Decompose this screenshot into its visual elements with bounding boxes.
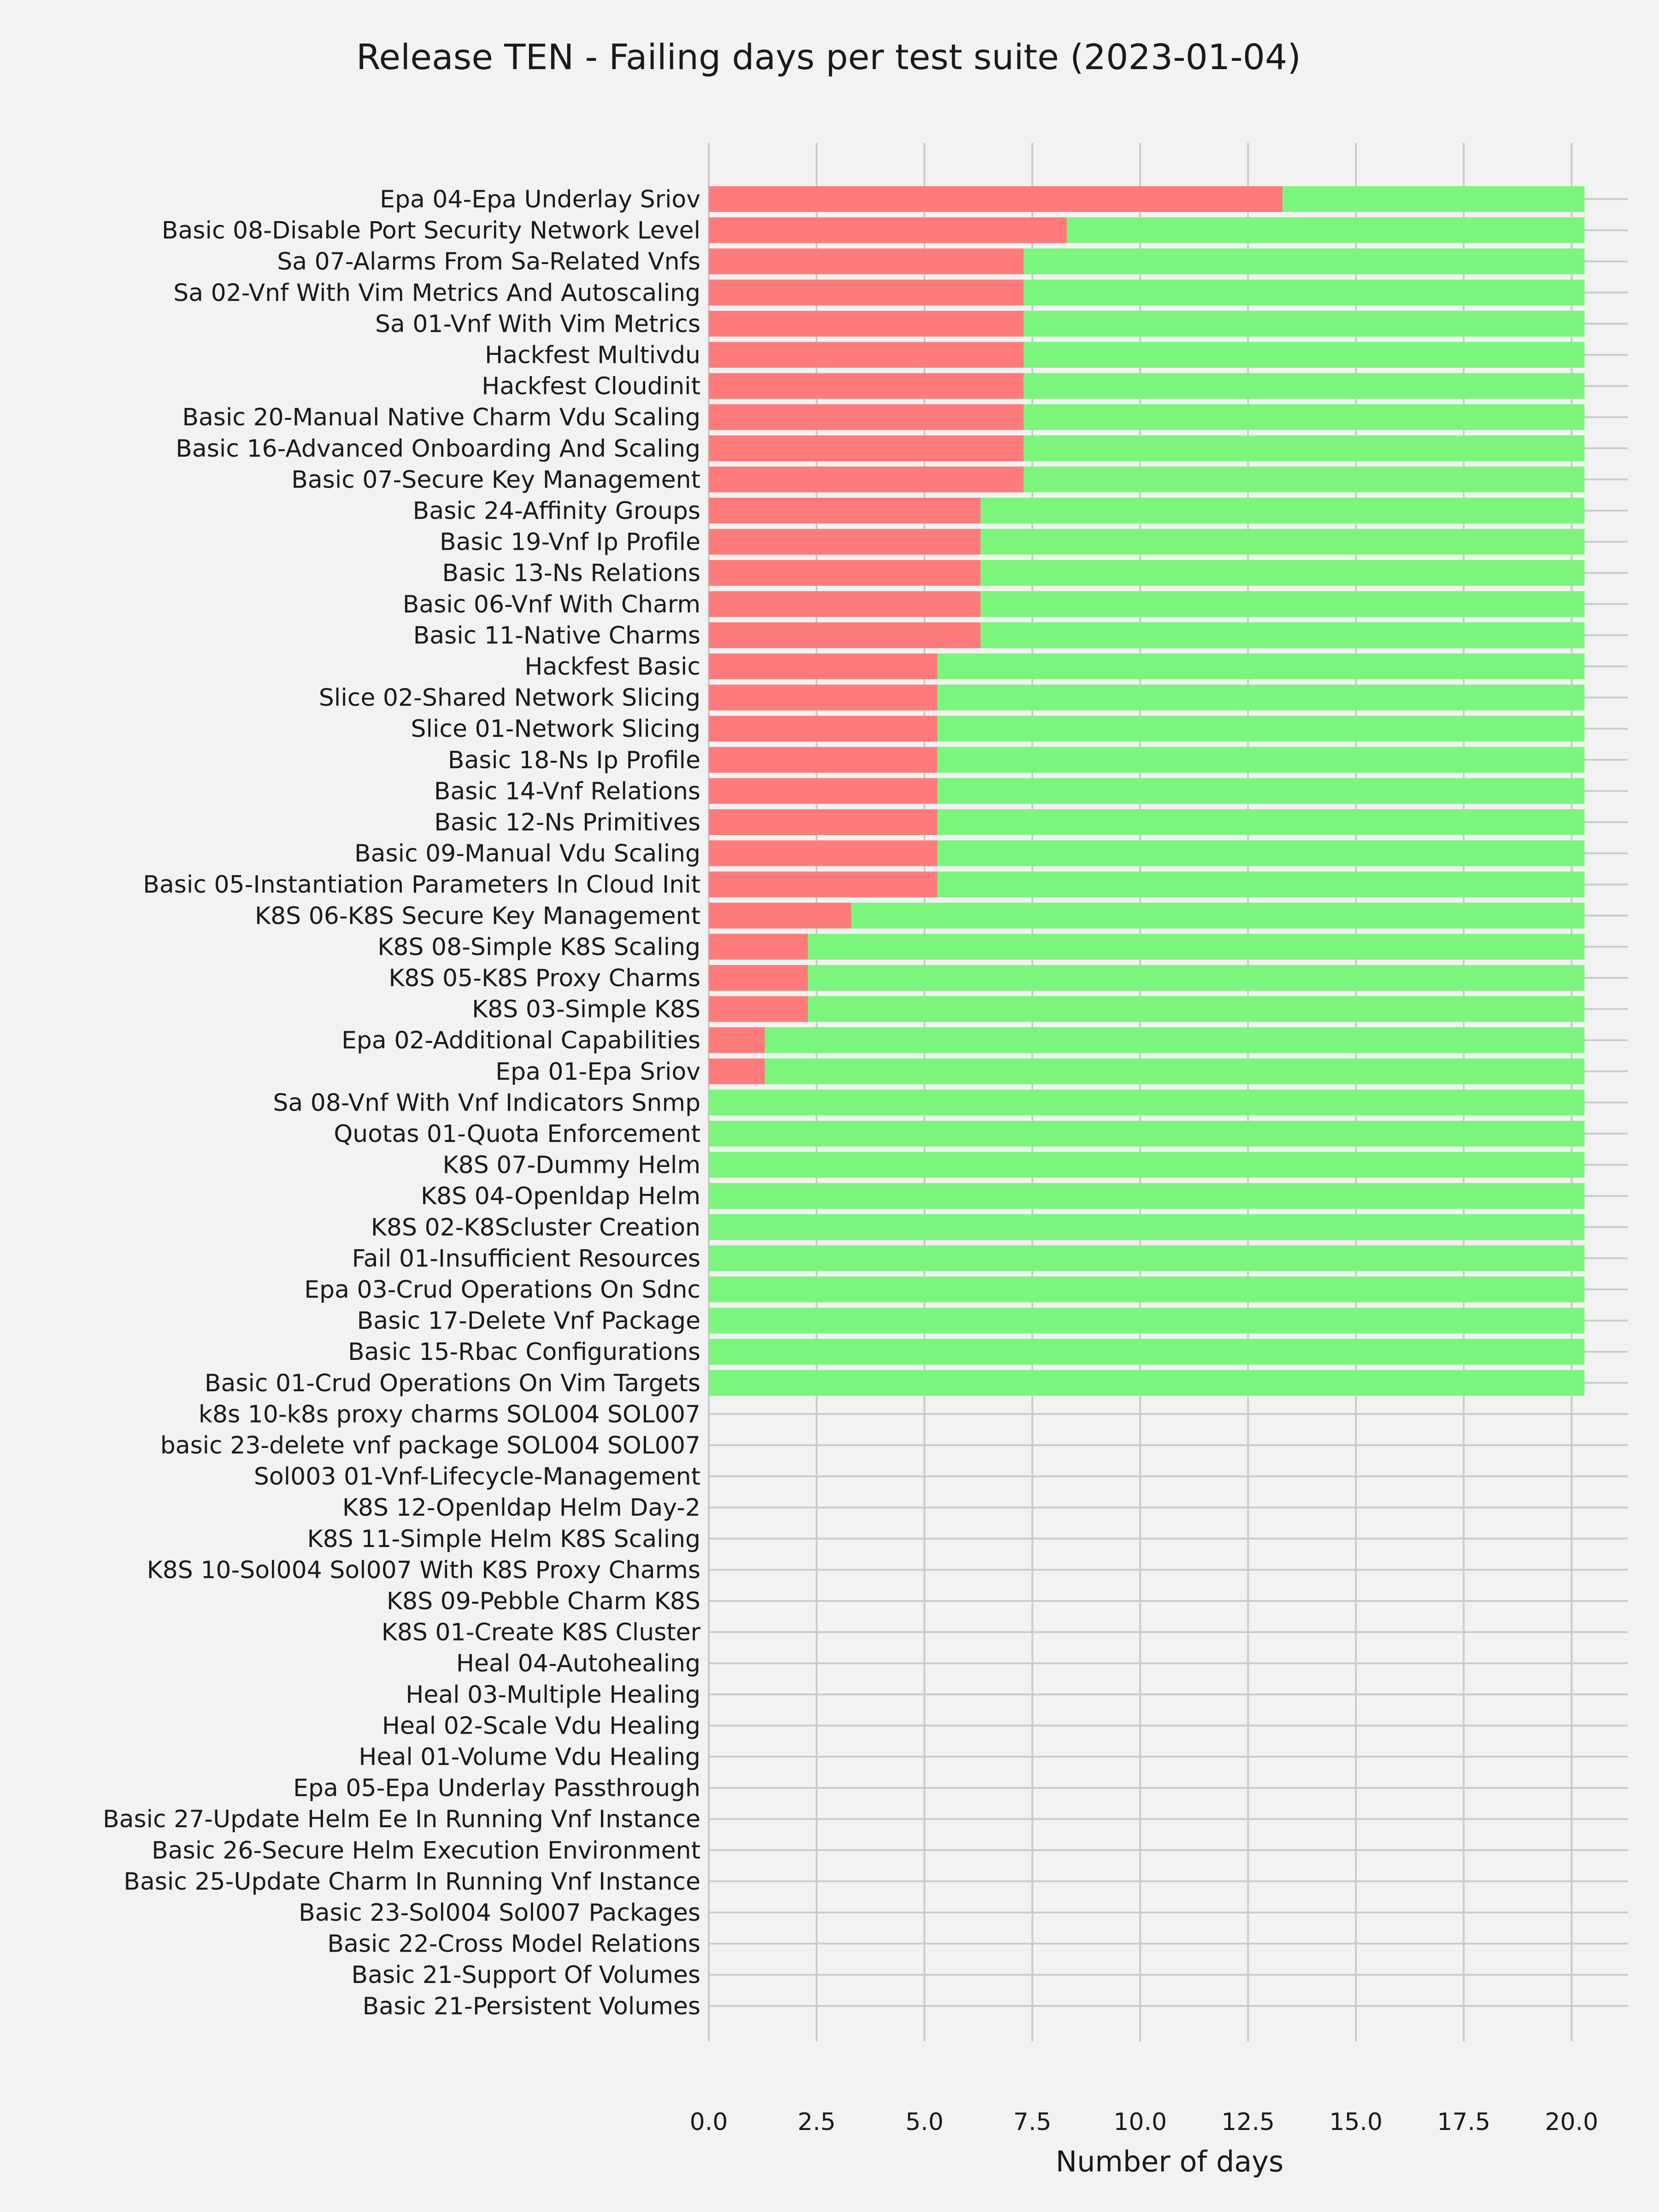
category-label: Basic 21-Persistent Volumes xyxy=(362,1992,700,2020)
passing-bar xyxy=(1024,248,1584,274)
failing-bar xyxy=(709,591,981,617)
passing-bar xyxy=(765,1027,1585,1053)
failing-bar xyxy=(709,498,981,524)
failing-bar xyxy=(709,841,937,866)
failing-bar xyxy=(709,685,937,711)
category-label: Basic 09-Manual Vdu Scaling xyxy=(354,840,700,868)
category-label: Epa 05-Epa Underlay Passthrough xyxy=(293,1774,700,1802)
x-tick-labels xyxy=(690,2108,1599,2136)
failing-bar xyxy=(709,186,1282,212)
category-label: K8S 02-K8Scluster Creation xyxy=(371,1213,700,1241)
x-tick-label: 20.0 xyxy=(1545,2108,1599,2136)
category-label: Sa 07-Alarms From Sa-Related Vnfs xyxy=(277,248,700,276)
category-label: Basic 21-Support Of Volumes xyxy=(351,1961,700,1989)
failing-bar xyxy=(709,373,1024,399)
passing-bar xyxy=(709,1370,1584,1396)
failing-bar xyxy=(709,248,1024,274)
x-tick-label: 12.5 xyxy=(1221,2108,1275,2136)
category-label: Heal 03-Multiple Healing xyxy=(406,1681,700,1709)
passing-bar xyxy=(709,1121,1584,1147)
category-label: Slice 01-Network Slicing xyxy=(411,715,700,743)
failing-bar xyxy=(709,560,981,586)
passing-bar xyxy=(937,809,1584,835)
category-label: Basic 15-Rbac Configurations xyxy=(348,1338,700,1366)
passing-bar xyxy=(1024,466,1584,492)
x-tick-label: 0.0 xyxy=(689,2108,728,2136)
category-label: Epa 03-Crud Operations On Sdnc xyxy=(304,1276,700,1304)
failing-bar xyxy=(709,1027,765,1053)
category-label: Heal 01-Volume Vdu Healing xyxy=(359,1743,700,1771)
category-label: K8S 08-Simple K8S Scaling xyxy=(377,933,700,961)
category-label: K8S 05-K8S Proxy Charms xyxy=(388,965,700,992)
passing-bar xyxy=(937,841,1584,866)
passing-bar xyxy=(709,1277,1584,1302)
category-label: K8S 07-Dummy Helm xyxy=(442,1151,700,1179)
failing-bar xyxy=(709,653,937,679)
passing-bar xyxy=(981,622,1585,648)
passing-bar xyxy=(937,747,1584,773)
category-label: Slice 02-Shared Network Slicing xyxy=(318,684,700,712)
category-label: Basic 26-Secure Helm Execution Environment xyxy=(152,1836,700,1865)
category-label: Basic 14-Vnf Relations xyxy=(434,777,700,806)
chart-title: Release TEN - Failing days per test suite (2023-01-04) xyxy=(356,36,1301,77)
passing-bar xyxy=(937,778,1584,804)
category-label: Epa 02-Additional Capabilities xyxy=(341,1027,700,1055)
failing-bar xyxy=(709,1059,765,1084)
category-label: Basic 18-Ns Ip Profile xyxy=(447,746,700,774)
passing-bar xyxy=(808,996,1584,1022)
failing-bar xyxy=(709,716,937,741)
category-label: Fail 01-Insufficient Resources xyxy=(352,1245,700,1273)
category-label: Basic 23-Sol004 Sol007 Packages xyxy=(299,1899,700,1927)
category-label: K8S 10-Sol004 Sol007 With K8S Proxy Charms xyxy=(147,1556,700,1584)
x-tick-label: 2.5 xyxy=(797,2108,836,2136)
passing-bar xyxy=(851,903,1584,929)
passing-bar xyxy=(981,560,1585,586)
passing-bar xyxy=(709,1245,1584,1271)
failing-bar xyxy=(709,529,981,555)
category-label: Epa 01-Epa Sriov xyxy=(495,1058,700,1086)
passing-bar xyxy=(709,1308,1584,1334)
passing-bar xyxy=(937,871,1584,897)
passing-bar xyxy=(709,1214,1584,1240)
category-label: Basic 25-Update Charm In Running Vnf Instance xyxy=(124,1868,700,1896)
category-label: Sa 08-Vnf With Vnf Indicators Snmp xyxy=(273,1089,700,1117)
passing-bar xyxy=(981,529,1585,555)
category-label: K8S 03-Simple K8S xyxy=(472,995,700,1024)
passing-bar xyxy=(1024,404,1584,430)
category-label: Heal 02-Scale Vdu Healing xyxy=(382,1712,700,1740)
failing-bar xyxy=(709,809,937,835)
failing-bar xyxy=(709,965,808,991)
category-label: K8S 09-Pebble Charm K8S xyxy=(386,1588,700,1615)
category-label: K8S 06-K8S Secure Key Management xyxy=(254,902,700,930)
category-label: Basic 13-Ns Relations xyxy=(442,559,700,588)
category-label: Basic 06-Vnf With Charm xyxy=(402,590,700,618)
passing-bar xyxy=(937,653,1584,679)
category-label: Sa 01-Vnf With Vim Metrics xyxy=(375,310,700,338)
category-label: K8S 11-Simple Helm K8S Scaling xyxy=(307,1525,700,1553)
failing-bar xyxy=(709,871,937,897)
category-label: Epa 04-Epa Underlay Sriov xyxy=(380,186,700,213)
failing-bar xyxy=(709,778,937,804)
category-label: Heal 04-Autohealing xyxy=(456,1650,700,1678)
passing-bar xyxy=(1024,435,1584,461)
category-label: Quotas 01-Quota Enforcement xyxy=(334,1120,700,1148)
category-label: Basic 12-Ns Primitives xyxy=(434,809,700,836)
x-tick-label: 17.5 xyxy=(1437,2108,1491,2136)
category-label: Basic 20-Manual Native Charm Vdu Scaling xyxy=(182,404,700,432)
category-label: Basic 08-Disable Port Security Network Level xyxy=(161,217,700,245)
category-label: k8s 10-k8s proxy charms SOL004 SOL007 xyxy=(198,1400,700,1429)
passing-bar xyxy=(1067,218,1584,243)
passing-bar xyxy=(1024,373,1584,399)
category-label: Basic 01-Crud Operations On Vim Targets xyxy=(204,1369,700,1397)
x-axis-label: Number of days xyxy=(1055,2145,1284,2178)
passing-bar xyxy=(1024,311,1584,336)
category-label: K8S 01-Create K8S Cluster xyxy=(381,1618,700,1647)
category-label: Basic 07-Secure Key Management xyxy=(291,466,700,494)
failing-bar xyxy=(709,342,1024,368)
passing-bar xyxy=(808,965,1584,991)
passing-bar xyxy=(1282,186,1584,212)
category-label: K8S 12-Openldap Helm Day-2 xyxy=(342,1494,700,1522)
x-tick-label: 5.0 xyxy=(905,2108,944,2136)
category-label: Hackfest Multivdu xyxy=(485,341,700,369)
category-label: Basic 17-Delete Vnf Package xyxy=(357,1307,700,1335)
passing-bar xyxy=(981,591,1585,617)
x-tick-label: 7.5 xyxy=(1013,2108,1052,2136)
failing-bar xyxy=(709,280,1024,306)
failing-bar xyxy=(709,996,808,1022)
passing-bar xyxy=(808,934,1584,959)
category-label: Basic 11-Native Charms xyxy=(413,622,700,650)
passing-bar xyxy=(1024,342,1584,368)
x-tick-label: 10.0 xyxy=(1113,2108,1167,2136)
failing-bar xyxy=(709,311,1024,336)
category-label: Basic 22-Cross Model Relations xyxy=(327,1930,700,1958)
failing-bar xyxy=(709,218,1067,243)
category-label: basic 23-delete vnf package SOL004 SOL007 xyxy=(160,1432,700,1459)
category-label: Hackfest Basic xyxy=(524,653,700,681)
failing-bar xyxy=(709,622,981,648)
failing-bar xyxy=(709,435,1024,461)
passing-bar xyxy=(709,1339,1584,1365)
category-label: Basic 19-Vnf Ip Profile xyxy=(439,528,700,556)
category-label: Basic 27-Update Helm Ee In Running Vnf Instance xyxy=(102,1806,700,1834)
passing-bar xyxy=(981,498,1585,524)
passing-bar xyxy=(1024,280,1584,306)
category-label: Basic 24-Affinity Groups xyxy=(412,497,700,525)
passing-bar xyxy=(709,1152,1584,1178)
failing-bar xyxy=(709,747,937,773)
category-label: K8S 04-Openldap Helm xyxy=(420,1182,700,1211)
passing-bar xyxy=(937,716,1584,741)
passing-bar xyxy=(765,1059,1585,1084)
category-label: Sa 02-Vnf With Vim Metrics And Autoscaling xyxy=(173,279,700,307)
x-tick-label: 15.0 xyxy=(1329,2108,1383,2136)
failing-bar xyxy=(709,404,1024,430)
category-label: Basic 05-Instantiation Parameters In Cloud Init xyxy=(143,871,700,899)
failing-bar xyxy=(709,903,851,929)
category-label: Basic 16-Advanced Onboarding And Scaling xyxy=(176,435,700,463)
category-label: Hackfest Cloudinit xyxy=(482,372,700,400)
failing-bar xyxy=(709,466,1024,492)
failing-bar xyxy=(709,934,808,959)
bars xyxy=(709,186,1584,1396)
category-label: Sol003 01-Vnf-Lifecycle-Management xyxy=(253,1463,700,1491)
passing-bar xyxy=(709,1183,1584,1209)
passing-bar xyxy=(709,1089,1584,1115)
passing-bar xyxy=(937,685,1584,711)
